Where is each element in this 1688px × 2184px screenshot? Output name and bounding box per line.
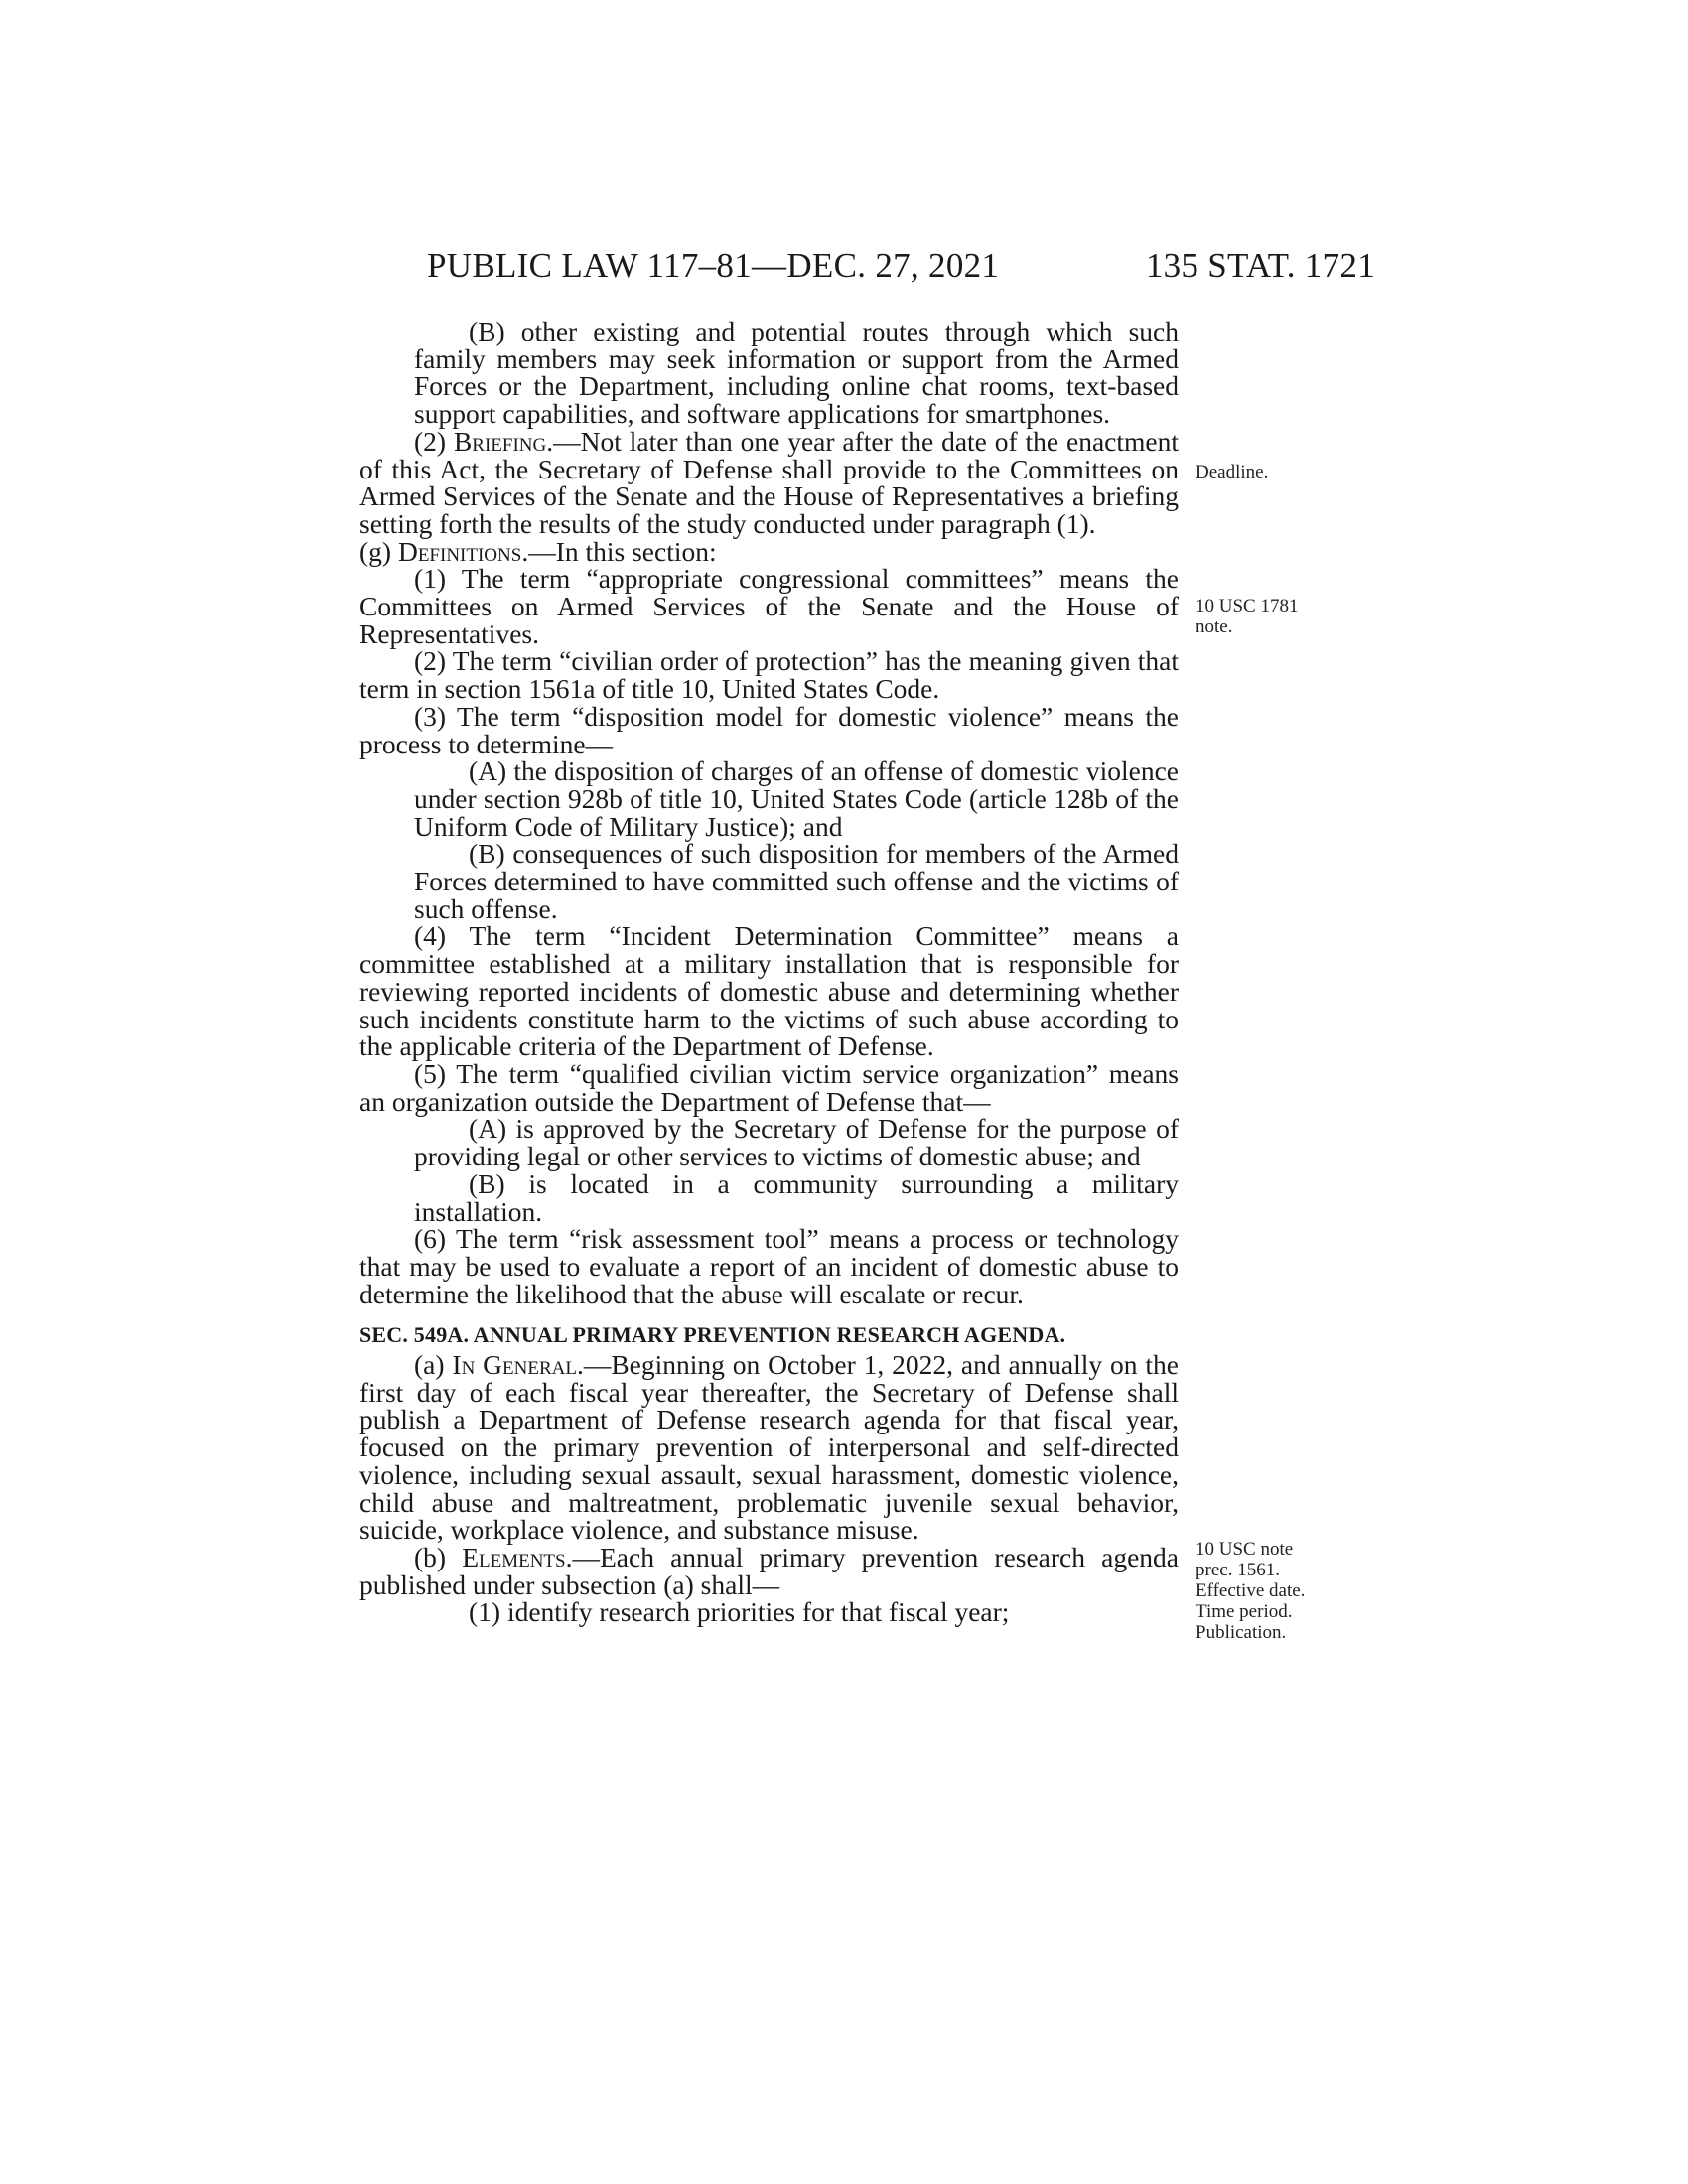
running-header bbox=[427, 246, 1375, 296]
paragraph-g3: (3) The term “disposition model for domestic violence” means the process to determine— bbox=[359, 700, 1179, 759]
heading-elements: Elements bbox=[462, 1541, 566, 1572]
paragraph-f1B: (B) other existing and potential routes through which such family members may seek information or support from the Armed Forces or the Department, including online chat rooms, text-based support capabilities, and software applications for smartphones. bbox=[414, 316, 1179, 430]
heading-definitions: Definitions bbox=[397, 535, 522, 567]
paragraph-a: (a) In General.—Beginning on October 1, 2022, and annually on the first day of each fiscal year thereafter, the Secretary of Defense shall publish a Department of Defense research agenda for that fiscal year, focused on the primary prevention of interpersonal and self-directed violence, including sexual assault, sexual harassment, domestic violence, child abuse and maltreatment, problematic juvenile sexual behavior, suicide, workplace violence, and substance misuse. bbox=[359, 1349, 1179, 1546]
paragraph-g5B: (B) is located in a community surrounding a military installation. bbox=[414, 1167, 1179, 1227]
paragraph-g3B: (B) consequences of such disposition for members of the Armed Forces determined to have committed such offense and the victims of such offense. bbox=[414, 838, 1179, 924]
paragraph-g: (g) Definitions.—In this section: bbox=[359, 535, 717, 567]
page-body bbox=[359, 318, 1179, 1626]
heading-briefing: Briefing bbox=[453, 425, 547, 457]
margin-note-549a: 10 USC note prec. 1561. Effective date. Time period. Publication. bbox=[1196, 1539, 1306, 1643]
header-public-law: PUBLIC LAW 117–81—DEC. 27, 2021 bbox=[427, 246, 1000, 285]
paragraph-g5: (5) The term “qualified civilian victim service organization” means an organization outside the Department of Defense that— bbox=[359, 1057, 1179, 1117]
paragraph-g5A: (A) is approved by the Secretary of Defense for the purpose of providing legal or other services to victims of domestic abuse; and bbox=[414, 1113, 1179, 1172]
section-heading-549A: SEC. 549A. ANNUAL PRIMARY PREVENTION RESEARCH AGENDA. bbox=[359, 1322, 1066, 1348]
heading-in-general: In General bbox=[452, 1349, 577, 1381]
paragraph-g6: (6) The term “risk assessment tool” means a process or technology that may be used to evaluate a report of an incident of domestic abuse to determine the likelihood that the abuse will escalate or recur. bbox=[359, 1223, 1179, 1309]
paragraph-g3A: (A) the disposition of charges of an offense of domestic violence under section 928b of title 10, United States Code (article 128b of the Uniform Code of Military Justice); and bbox=[414, 755, 1179, 842]
margin-note-g: 10 USC 1781 note. bbox=[1196, 596, 1299, 637]
paragraph-g2: (2) The term “civilian order of protection” has the meaning given that term in section 1561a of title 10, United States Code. bbox=[359, 645, 1179, 705]
paragraph-b1: (1) identify research priorities for that fiscal year; bbox=[469, 1596, 1010, 1628]
header-stat-page: 135 STAT. 1721 bbox=[1145, 246, 1375, 285]
paragraph-g1: (1) The term “appropriate congressional committees” means the Committees on Armed Services of the Senate and the House of Representatives. bbox=[359, 563, 1179, 649]
paragraph-g4: (4) The term “Incident Determination Committee” means a committee established at a military installation that is responsible for reviewing reported incidents of domestic abuse and determining whether such incidents constitute harm to the victims of such abuse according to the applicable criteria of the Department of Defense. bbox=[359, 920, 1179, 1062]
margin-note-deadline: Deadline. bbox=[1196, 462, 1269, 482]
paragraph-b: (b) Elements.—Each annual primary prevention research agenda published under subsection (a) shall— bbox=[359, 1541, 1179, 1600]
paragraph-f2: (2) Briefing.—Not later than one year after the date of the enactment of this Act, the Secretary of Defense shall provide to the Committees on Armed Services of the Senate and the House of Representatives a briefing setting forth the results of the study conducted under paragraph (1). bbox=[359, 425, 1179, 539]
